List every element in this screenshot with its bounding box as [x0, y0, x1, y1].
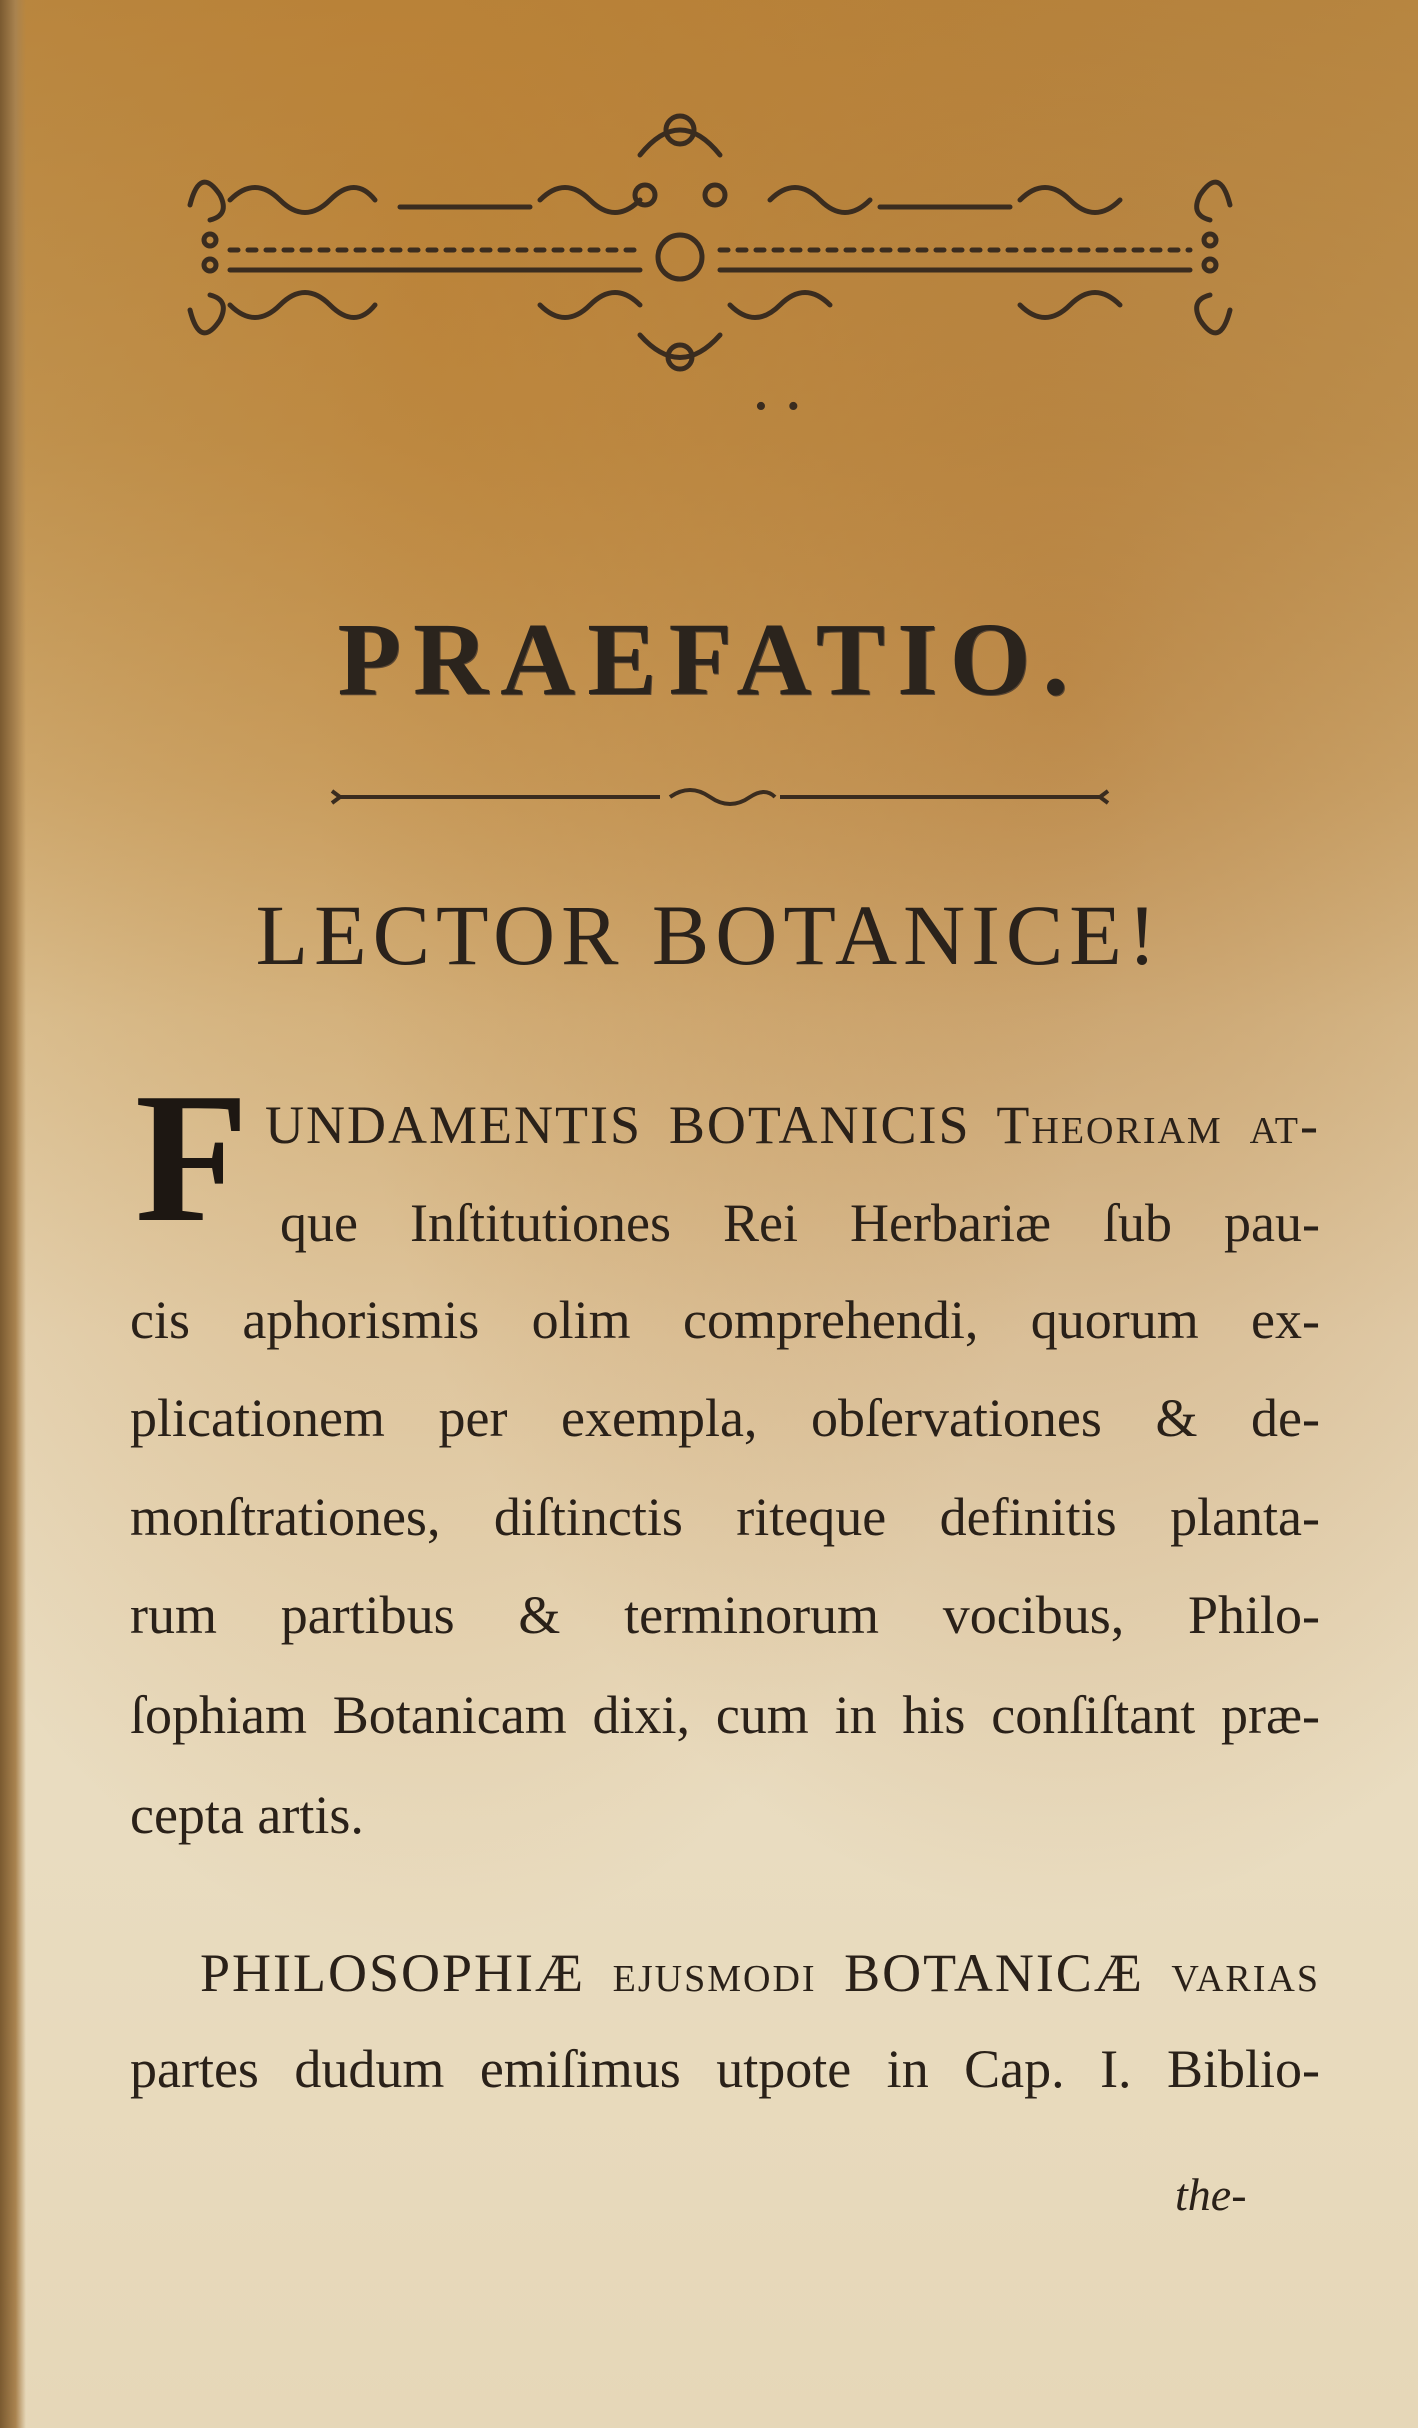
text-line: ſophiam Botanicam dixi, cum in his conſiſtant præ- [130, 1685, 1320, 1745]
text-line: plicationem per exempla, obſervationes & de- [130, 1388, 1320, 1448]
drop-capital: F [135, 1055, 249, 1261]
ornament-dots: • • [755, 388, 806, 425]
page-title: PRAEFATIO. [337, 602, 1081, 717]
headpiece-ornament [170, 95, 1250, 385]
text-line: cis aphorismis olim comprehendi, quorum ex- [130, 1290, 1320, 1350]
text-line: PHILOSOPHIÆ ejusmodi BOTANICÆ varias [200, 1943, 1320, 2003]
catchword: the- [1175, 2169, 1247, 2220]
text-line: monſtrationes, diſtinctis riteque definitis planta- [130, 1487, 1320, 1547]
page-gutter-shadow [0, 0, 26, 2428]
text-line: UNDAMENTIS BOTANICIS Theoriam at- [265, 1095, 1320, 1155]
text-line: rum partibus & terminorum vocibus, Philo- [130, 1585, 1320, 1645]
text-line: cepta artis. [130, 1785, 364, 1845]
text-line: partes dudum emiſimus utpote in Cap. I. Biblio- [130, 2039, 1320, 2099]
text-line: que Inſtitutiones Rei Herbariæ ſub pau- [280, 1193, 1320, 1253]
title-rule [330, 782, 1110, 812]
section-heading: LECTOR BOTANICE! [255, 887, 1163, 983]
